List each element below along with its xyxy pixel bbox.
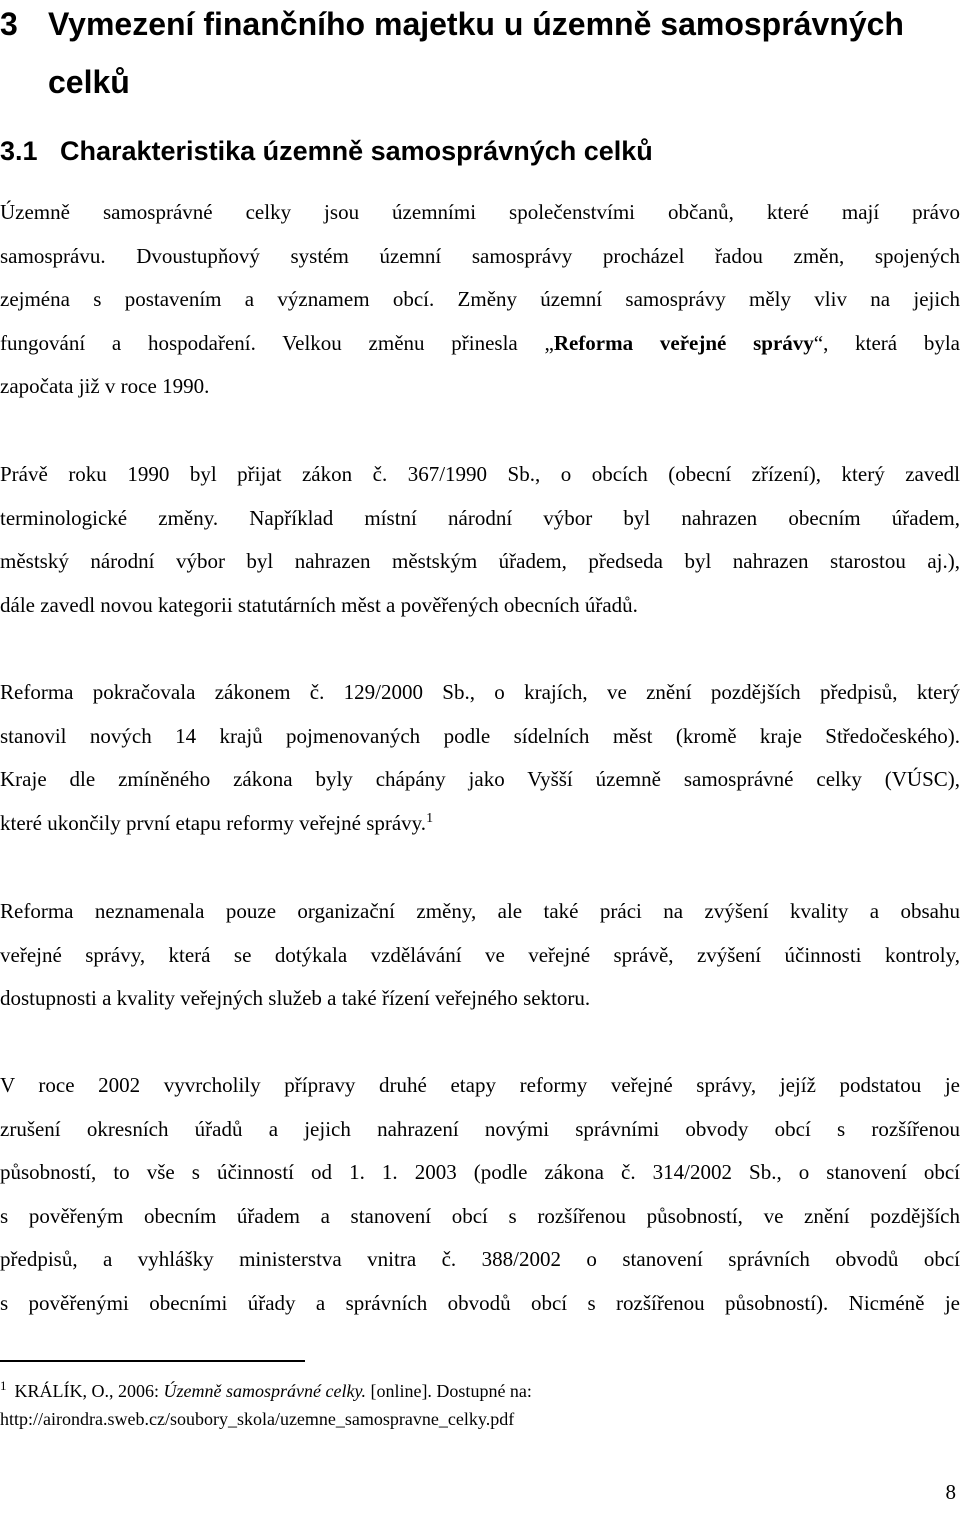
paragraph-line: samosprávu. Dvoustupňový systém územní samosprávy procházel řadou změn, spojených	[0, 243, 960, 268]
footnote-reference[interactable]: 1	[426, 810, 434, 826]
chapter-heading	[0, 0, 960, 111]
paragraph-2	[0, 453, 960, 627]
footnote	[0, 1377, 960, 1433]
paragraph-line: s pověřenými obecními úřady a správních obvodů obcí s rozšířenou působností). Nicméně je	[0, 1290, 960, 1315]
paragraph-line: stanovil nových 14 krajů pojmenovaných podle sídelních měst (kromě kraje Středočeského).	[0, 723, 960, 748]
paragraph-line: veřejné správy, která se dotýkala vzdělávání ve veřejné správě, zvýšení účinnosti kontroly,	[0, 942, 960, 967]
paragraph-1	[0, 191, 960, 409]
paragraph-line-end: “, která byla	[813, 330, 960, 355]
paragraph-5	[0, 1064, 960, 1326]
paragraph-line: započata již v roce 1990.	[0, 374, 210, 399]
footnote-number: 1	[0, 1378, 7, 1393]
paragraph-line: Reforma pokračovala zákonem č. 129/2000 Sb., o krajích, ve znění pozdějších předpisů, který	[0, 680, 960, 704]
paragraph-line: předpisů, a vyhlášky ministerstva vnitra č. 388/2002 o stanovení správních obvodů obcí	[0, 1247, 960, 1272]
footnote-rest: [online]. Dostupné na:	[365, 1381, 532, 1401]
paragraph-line-mid: Velkou změnu přinesla „	[282, 330, 554, 355]
paragraph-line: Reforma neznamenala pouze organizační změny, ale také práci na zvýšení kvality a obsahu	[0, 899, 960, 923]
paragraph-line: V roce 2002 vyvrcholily přípravy druhé etapy reformy veřejné správy, jejíž podstatou je	[0, 1073, 960, 1097]
paragraph-line: městský národní výbor byl nahrazen městským úřadem, předseda byl nahrazen starostou aj.),	[0, 549, 960, 574]
paragraph-line	[0, 322, 960, 366]
paragraph-line: Územně samosprávné celky jsou územními společenstvími občanů, které mají právo	[0, 200, 960, 224]
paragraph-line: s pověřeným obecním úřadem a stanovení obcí s rozšířenou působností, ve znění pozdějších	[0, 1203, 960, 1228]
paragraph-3	[0, 671, 960, 845]
footnote-separator	[0, 1360, 305, 1362]
paragraph-line: dále zavedl novou kategorii statutárních měst a pověřených obecních úřadů.	[0, 592, 638, 617]
chapter-title-line1: Vymezení finančního majetku u územně samosprávných	[48, 6, 904, 42]
footnote-title: Územně samosprávné celky.	[163, 1381, 366, 1401]
section-number: 3.1	[0, 136, 38, 166]
paragraph-line: Právě roku 1990 byl přijat zákon č. 367/1990 Sb., o obcích (obecní zřízení), který zavedl	[0, 462, 960, 486]
paragraph-line: dostupnosti a kvality veřejných služeb a také řízení veřejného sektoru.	[0, 986, 591, 1011]
paragraph-line: Kraje dle zmíněného zákona byly chápány jako Vyšší územně samosprávné celky (VÚSC),	[0, 767, 960, 792]
footnote-url[interactable]: http://airondra.sweb.cz/soubory_skola/uzemne_samospravne_celky.pdf	[0, 1409, 515, 1429]
paragraph-line: zejména s postavením a významem obcí. Změny územní samosprávy měly vliv na jejich	[0, 287, 960, 312]
reform-bold-term: Reforma veřejné správy	[553, 330, 814, 355]
page-number: 8	[945, 1480, 956, 1504]
footnote-author: KRÁLÍK, O., 2006:	[14, 1381, 164, 1401]
paragraph-line: zrušení okresních úřadů a jejich nahrazení novými správními obvody obcí s rozšířenou	[0, 1116, 960, 1141]
chapter-title-line2: celků	[48, 64, 130, 100]
paragraph-line-start: fungování a hospodaření.	[0, 330, 256, 355]
paragraph-line	[0, 802, 960, 846]
paragraph-line-text: které ukončily první etapu reformy veřejné správy.	[0, 810, 427, 835]
paragraph-line: působností, to vše s účinností od 1. 1. 2003 (podle zákona č. 314/2002 Sb., o stanovení obcí	[0, 1160, 960, 1185]
chapter-number: 3	[0, 6, 18, 42]
paragraph-4	[0, 890, 960, 1021]
section-title: Charakteristika územně samosprávných celků	[60, 136, 653, 166]
footnote-line-1	[0, 1377, 960, 1405]
paragraph-line: terminologické změny. Například místní národní výbor byl nahrazen obecním úřadem,	[0, 505, 960, 530]
section-heading	[0, 133, 653, 169]
